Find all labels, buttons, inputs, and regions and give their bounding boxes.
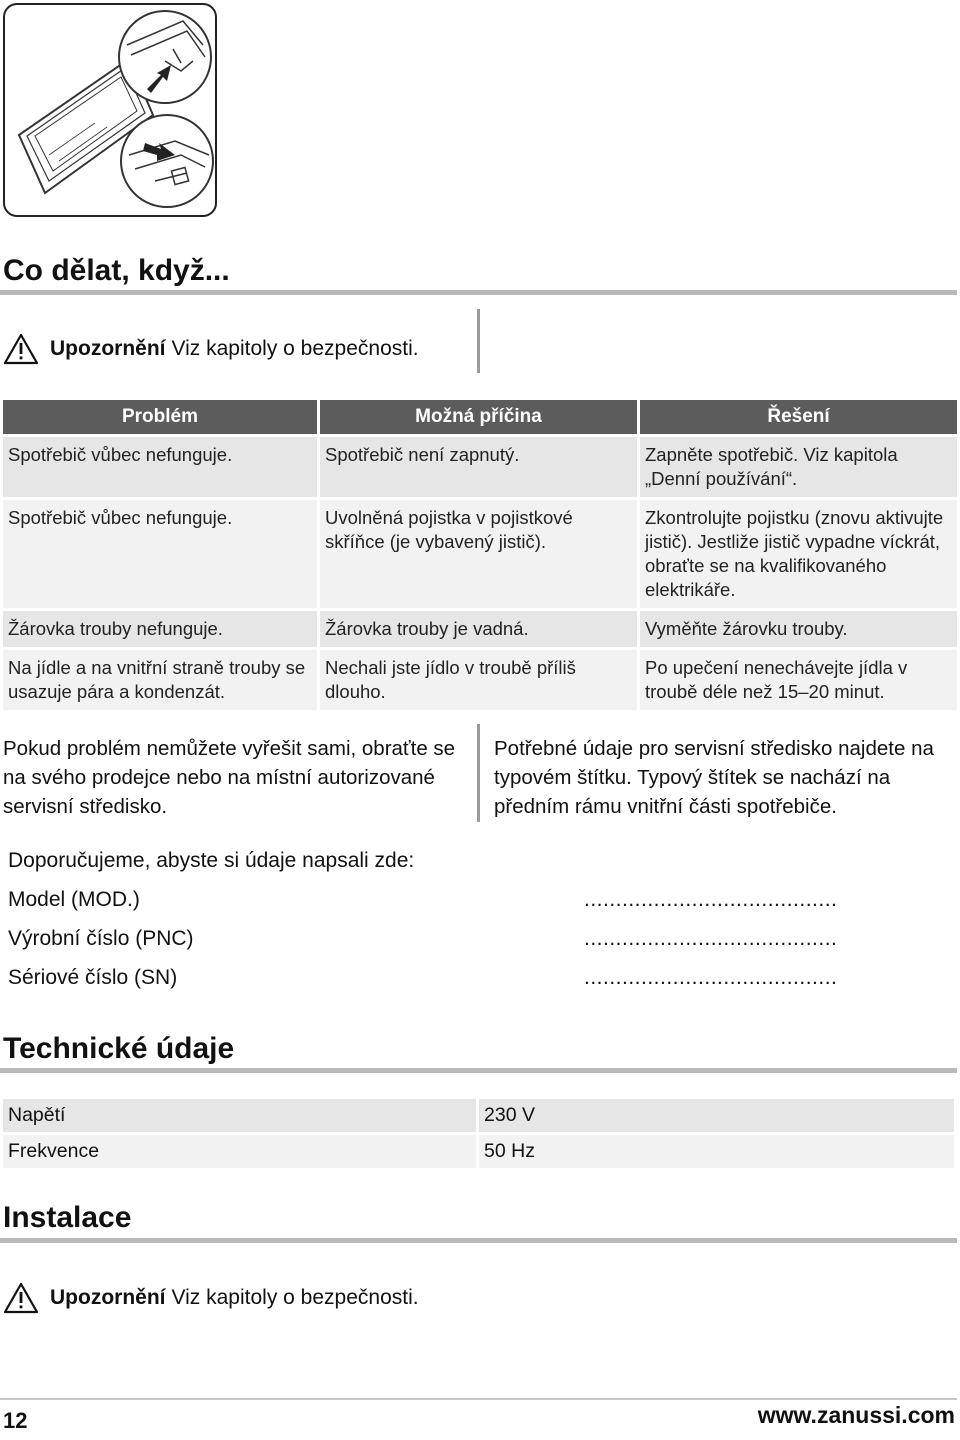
warning-text: Viz kapitoly o bezpečnosti.	[171, 337, 419, 360]
oven-door-glass-panel-removal-illustration	[5, 5, 215, 215]
model-fill-line: ........................................	[584, 888, 838, 911]
serial-fill-line: ........................................	[584, 966, 838, 989]
troubleshooting-table	[0, 397, 960, 713]
technical-data-table	[0, 1096, 957, 1171]
pnc-fill-line: ........................................	[584, 927, 838, 950]
service-contact-paragraph: Pokud problém nemůžete vyřešit sami, obraťte se na svého prodejce nebo na místní autorizované servisní středisko.	[3, 737, 456, 818]
solution-cell: Vyměňte žárovku trouby.	[640, 611, 957, 647]
spec-value: 230 V	[479, 1099, 954, 1132]
record-intro: Doporučujeme, abyste si údaje napsali zde:	[8, 849, 415, 872]
column-header-cause: Možná příčina	[320, 400, 637, 434]
column-divider	[477, 309, 480, 373]
problem-cell: Na jídle a na vnitřní straně trouby se usazuje pára a kondenzát.	[3, 650, 317, 710]
troubleshooting-title-rule	[0, 290, 957, 295]
table-header-row	[3, 400, 957, 434]
solution-cell: Zapněte spotřebič. Viz kapitola „Denní používání“.	[640, 437, 957, 497]
model-label: Model (MOD.)	[8, 888, 140, 911]
problem-cell: Spotřebič vůbec nefunguje.	[3, 500, 317, 608]
solution-cell: Zkontrolujte pojistku (znovu aktivujte jistič). Jestliže jistič vypadne víckrát, obraťte se na kvalifikovaného elektrikáře.	[640, 500, 957, 608]
cause-cell: Nechali jste jídlo v troubě příliš dlouho.	[320, 650, 637, 710]
website-link[interactable]: www.zanussi.com	[757, 1402, 955, 1428]
installation-title-rule	[0, 1238, 957, 1243]
pnc-label: Výrobní číslo (PNC)	[8, 927, 194, 950]
table-row	[3, 1135, 954, 1168]
warning-text: Viz kapitoly o bezpečnosti.	[171, 1286, 419, 1309]
oven-door-illustration	[3, 3, 217, 217]
column-header-problem: Problém	[3, 400, 317, 434]
warning-triangle-icon	[3, 333, 39, 365]
cause-cell: Žárovka trouby je vadná.	[320, 611, 637, 647]
troubleshooting-title: Co dělat, když...	[3, 254, 230, 287]
table-row	[3, 437, 957, 497]
problem-cell: Žárovka trouby nefunguje.	[3, 611, 317, 647]
installation-title: Instalace	[3, 1201, 132, 1234]
table-row	[3, 1099, 954, 1132]
column-divider	[477, 724, 480, 822]
table-row	[3, 611, 957, 647]
cause-cell: Spotřebič není zapnutý.	[320, 437, 637, 497]
problem-cell: Spotřebič vůbec nefunguje.	[3, 437, 317, 497]
spec-value: 50 Hz	[479, 1135, 954, 1168]
table-row	[3, 500, 957, 608]
footer-rule	[0, 1398, 957, 1400]
warning-notice	[3, 1278, 419, 1318]
warning-notice	[3, 329, 419, 369]
column-header-solution: Řešení	[640, 400, 957, 434]
serial-label: Sériové číslo (SN)	[8, 966, 178, 989]
rating-plate-paragraph: Potřebné údaje pro servisní středisko najdete na typovém štítku. Typový štítek se nachází na předním rámu vnitřní části spotřebiče.	[494, 737, 934, 818]
solution-cell: Po upečení nenechávejte jídla v troubě déle než 15–20 minut.	[640, 650, 957, 710]
warning-triangle-icon	[3, 1282, 39, 1314]
technical-data-title: Technické údaje	[3, 1032, 235, 1065]
table-row	[3, 650, 957, 710]
spec-label: Frekvence	[3, 1135, 476, 1168]
cause-cell: Uvolněná pojistka v pojistkové skříňce (je vybavený jistič).	[320, 500, 637, 608]
page-number: 12	[3, 1408, 28, 1433]
technical-title-rule	[0, 1068, 957, 1073]
warning-label: Upozornění	[50, 1286, 166, 1309]
spec-label: Napětí	[3, 1099, 476, 1132]
warning-label: Upozornění	[50, 337, 166, 360]
